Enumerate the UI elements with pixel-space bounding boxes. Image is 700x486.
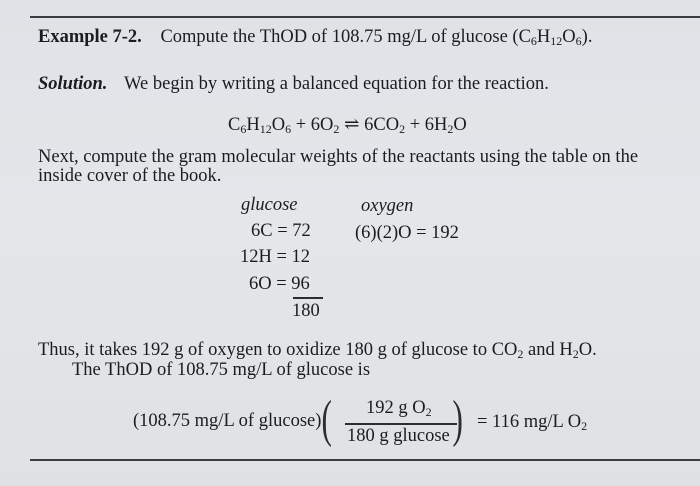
- fraction-denominator: 180 g glucose: [347, 426, 450, 446]
- top-rule: [30, 16, 700, 18]
- solution-text: We begin by writing a balanced equation for the reaction.: [124, 74, 549, 94]
- solution-label: Solution.: [38, 74, 108, 94]
- carbon-weight: 6C = 72: [251, 221, 311, 241]
- final-rhs: = 116 mg/L $O_2$: [477, 412, 588, 433]
- oxygen-in-glucose-weight: 6O = 96: [249, 274, 310, 294]
- solution-line: [38, 74, 549, 95]
- final-lhs: (108.75 mg/L of glucose): [133, 411, 322, 431]
- fraction-bar: [345, 423, 457, 425]
- glucose-heading: glucose: [241, 195, 298, 215]
- fraction-numerator: 192 g $O_2$: [366, 398, 432, 419]
- paragraph-line-1: Next, compute the gram molecular weights of the reactants using the table on the: [38, 147, 639, 167]
- bottom-rule: [30, 459, 700, 461]
- right-paren: ): [452, 391, 463, 448]
- paragraph-line-2: inside cover of the book.: [38, 166, 222, 186]
- example-heading: [38, 27, 592, 48]
- left-paren: (: [321, 391, 332, 448]
- balanced-equation: $C_6H_{12}O_6 + 6O_2$ ⇌ $6CO_2 + 6H_2O$: [228, 115, 467, 136]
- example-label: Example 7-2.: [38, 27, 142, 47]
- oxygen-heading: oxygen: [361, 196, 414, 216]
- example-text: Compute the ThOD of 108.75 mg/L of glucose $(C_6H_{12}O_6)$.: [160, 27, 593, 48]
- thod-line: The ThOD of 108.75 mg/L of glucose is: [72, 360, 371, 380]
- hydrogen-weight: 12H = 12: [240, 247, 311, 267]
- oxygen-weight: (6)(2)O = 192: [355, 223, 459, 243]
- glucose-total: 180: [292, 301, 320, 321]
- sum-rule: [293, 297, 323, 299]
- thus-line: Thus, it takes 192 g of oxygen to oxidize 180 g of glucose to $CO_2$ and $H_2O$.: [38, 340, 597, 361]
